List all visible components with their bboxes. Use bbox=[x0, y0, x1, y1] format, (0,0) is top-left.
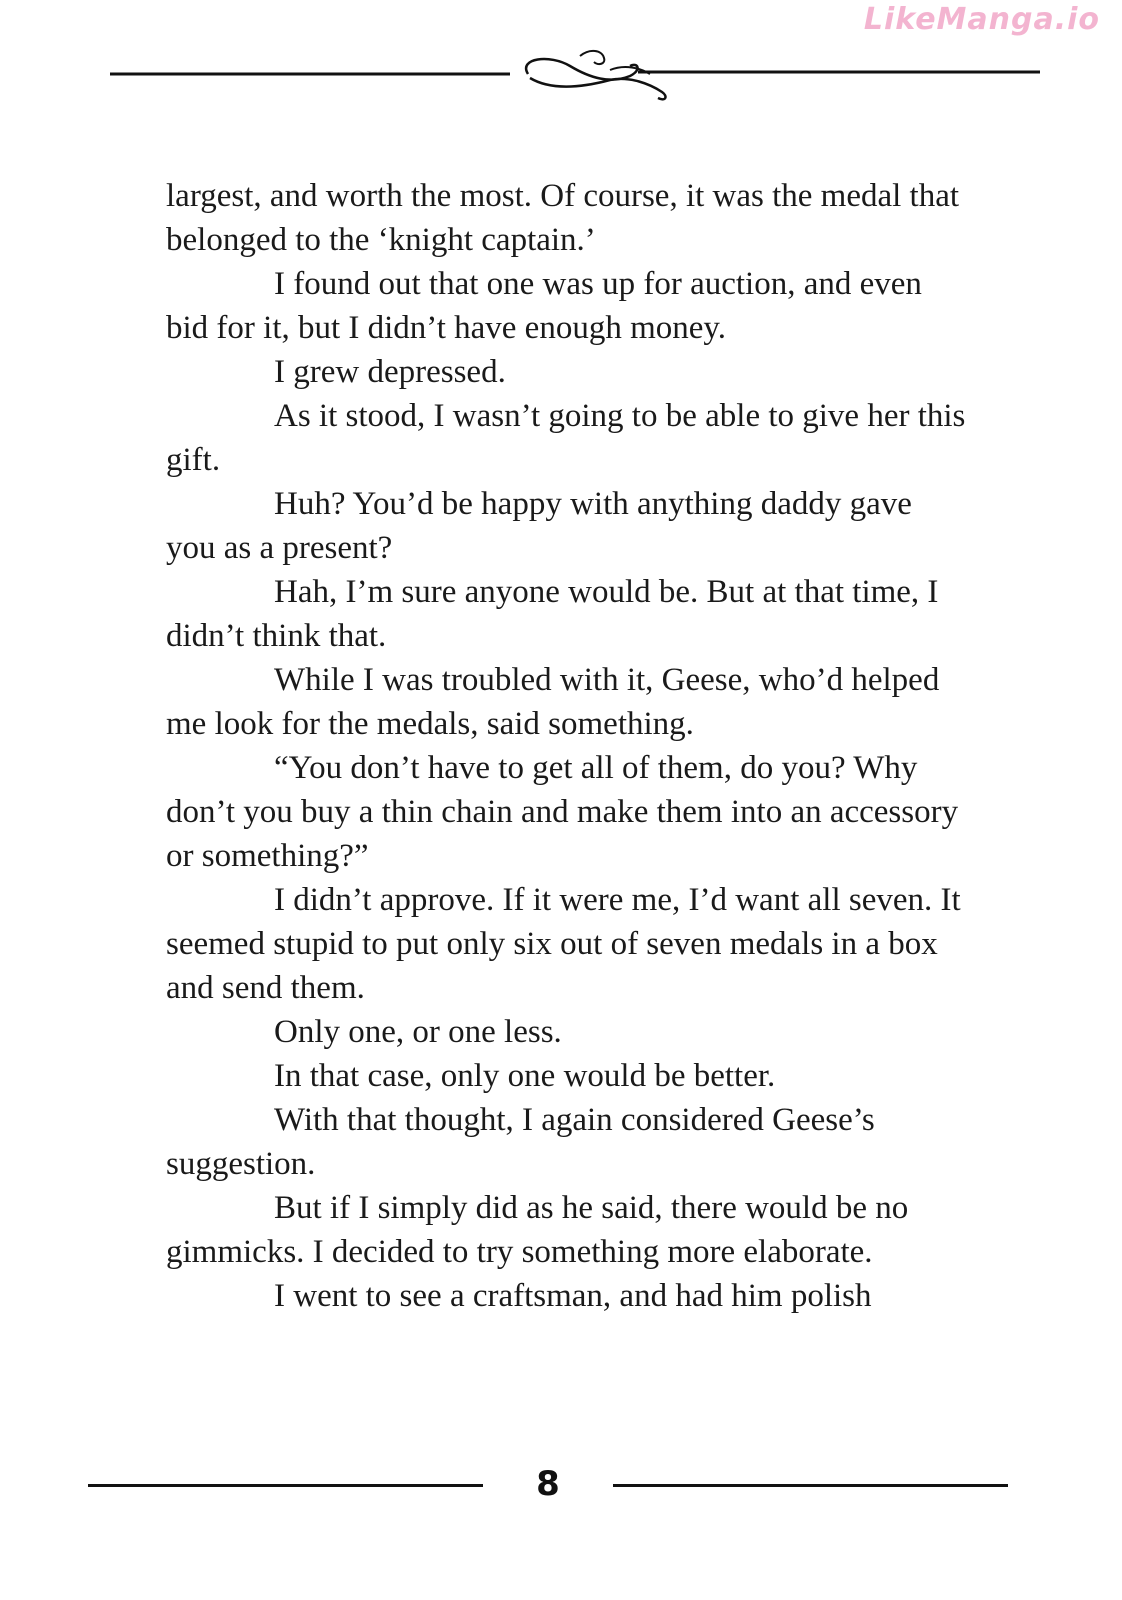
paragraph-8: “You don’t have to get all of them, do you? Why don’t you buy a thin chain and make them into an accessory or something?” bbox=[166, 750, 959, 874]
paragraph-3: I grew depressed. bbox=[274, 354, 506, 390]
paragraph-12: With that thought, I again considered Geese’s suggestion. bbox=[166, 1102, 875, 1182]
footer-rule-left bbox=[88, 1484, 483, 1487]
body-text bbox=[166, 174, 966, 1318]
paragraph-2: I found out that one was up for auction, and even bid for it, but I didn’t have enough money. bbox=[166, 266, 922, 346]
paragraph-10: Only one, or one less. bbox=[274, 1014, 562, 1050]
site-watermark: LikeManga.io bbox=[863, 2, 1100, 37]
footer-rule-right bbox=[613, 1484, 1008, 1487]
paragraph-11: In that case, only one would be better. bbox=[274, 1058, 776, 1094]
paragraph-4: As it stood, I wasn’t going to be able to give her this gift. bbox=[166, 398, 966, 478]
paragraph-6: Hah, I’m sure anyone would be. But at that time, I didn’t think that. bbox=[166, 574, 939, 654]
paragraph-14: I went to see a craftsman, and had him polish bbox=[274, 1278, 872, 1314]
paragraph-13: But if I simply did as he said, there would be no gimmicks. I decided to try something more elaborate. bbox=[166, 1190, 909, 1270]
paragraph-7: While I was troubled with it, Geese, who’d helped me look for the medals, said something. bbox=[166, 662, 940, 742]
header-ornament-divider bbox=[110, 44, 1040, 104]
page-footer bbox=[88, 1462, 1008, 1512]
page-number: 8 bbox=[536, 1464, 560, 1504]
paragraph-5: Huh? You’d be happy with anything daddy gave you as a present? bbox=[166, 486, 912, 566]
paragraph-1: largest, and worth the most. Of course, it was the medal that belonged to the ‘knight captain.’ bbox=[166, 178, 960, 258]
paragraph-9: I didn’t approve. If it were me, I’d want all seven. It seemed stupid to put only six out of seven medals in a box and send them. bbox=[166, 882, 961, 1006]
